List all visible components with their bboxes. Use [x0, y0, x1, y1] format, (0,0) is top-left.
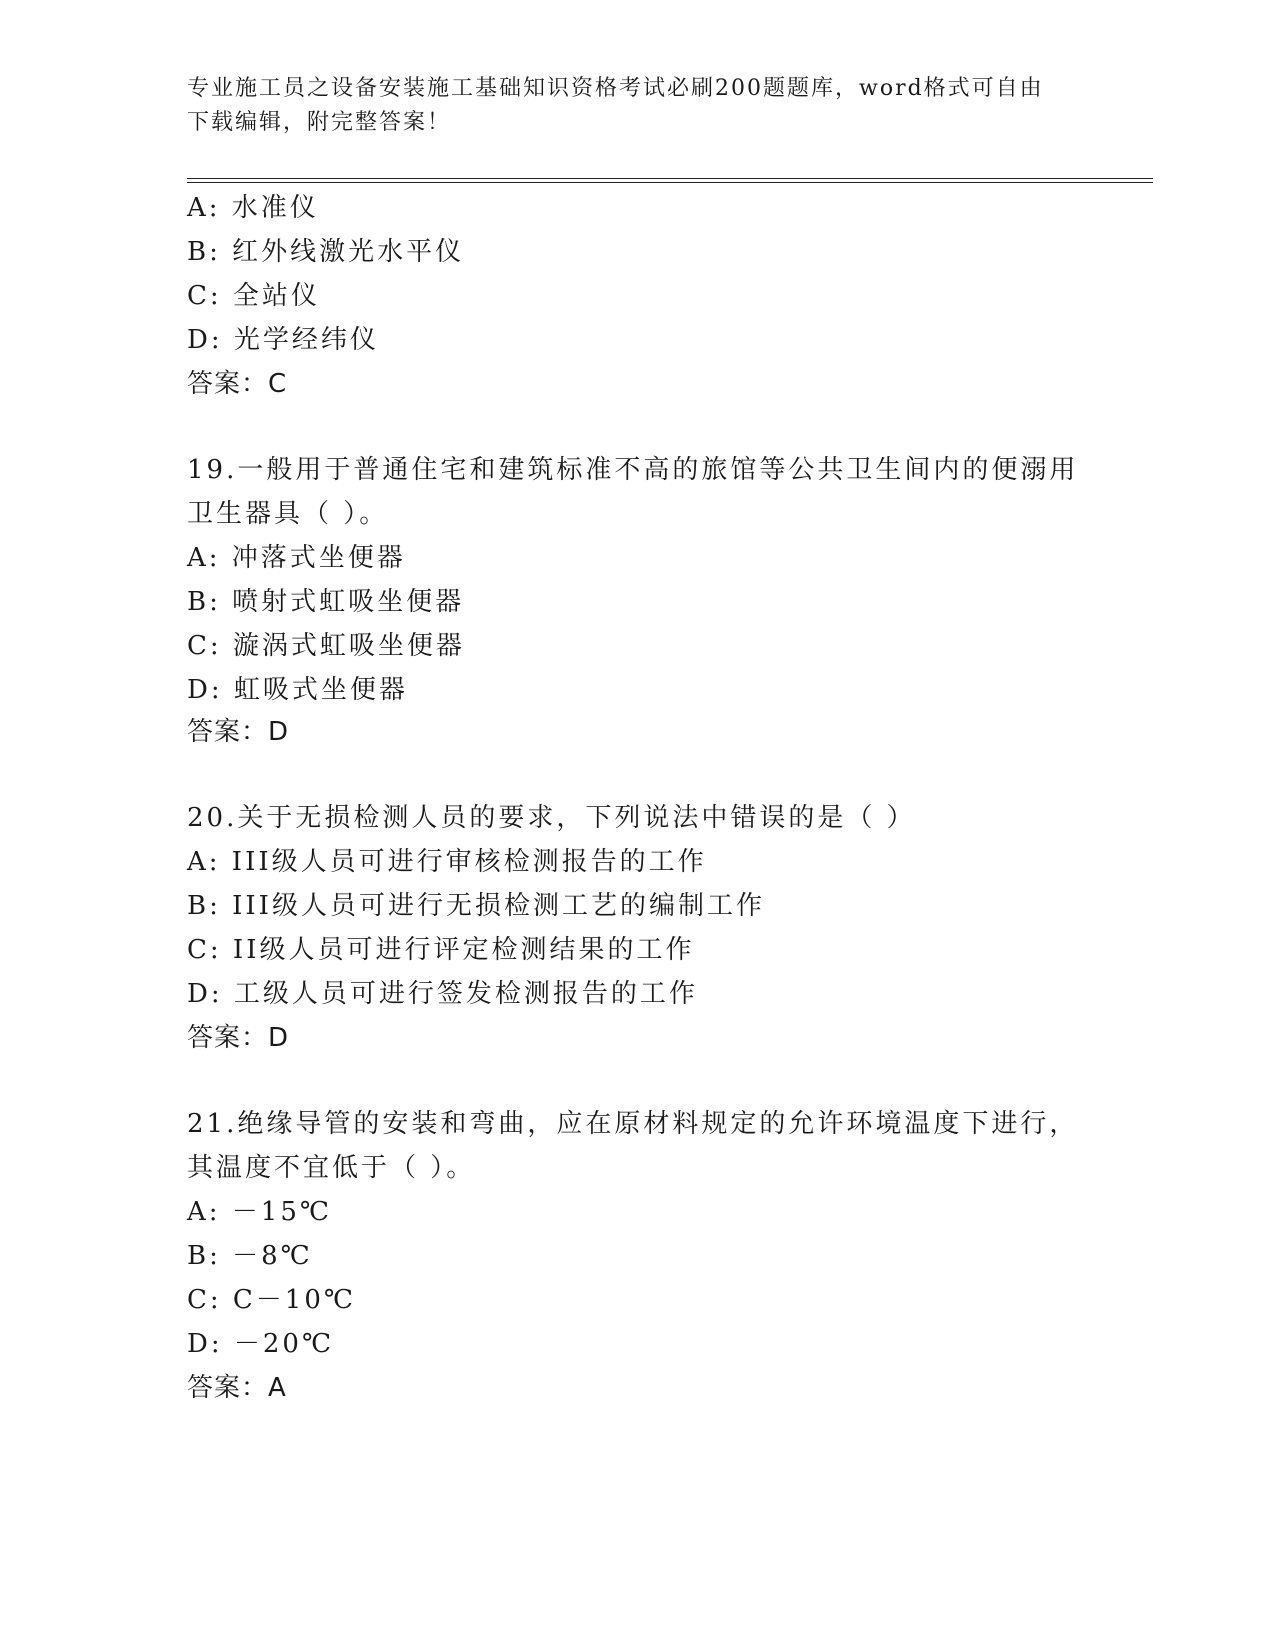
q18-option-a: A: 水准仪	[187, 193, 319, 223]
q21-option-b: B: －8℃	[187, 1241, 313, 1271]
q20-option-b: B: III级人员可进行无损检测工艺的编制工作	[187, 891, 765, 921]
q18-option-b: B: 红外线激光水平仪	[187, 237, 465, 267]
q18-option-d: D: 光学经纬仪	[187, 325, 379, 355]
q20-option-a: A: III级人员可进行审核检测报告的工作	[187, 847, 707, 877]
q21-option-a: A: －15℃	[187, 1197, 332, 1227]
q19-option-d: D: 虹吸式坐便器	[187, 675, 408, 705]
header-line-2: 下载编辑，附完整答案！	[187, 110, 452, 135]
q19-answer: 答案：D	[187, 717, 290, 747]
q21-stem-line-2: 其温度不宜低于（ ）。	[187, 1153, 476, 1183]
q21-stem-line-1: 21.绝缘导管的安装和弯曲，应在原材料规定的允许环境温度下进行，	[187, 1109, 1079, 1139]
q21-option-c: C: C－10℃	[187, 1285, 356, 1315]
q19-option-a: A: 冲落式坐便器	[187, 543, 406, 573]
q19-option-b: B: 喷射式虹吸坐便器	[187, 587, 465, 617]
q18-answer: 答案：C	[187, 369, 288, 399]
q19-stem-line-1: 19.一般用于普通住宅和建筑标准不高的旅馆等公共卫生间内的便溺用	[187, 455, 1079, 485]
q19-option-c: C: 漩涡式虹吸坐便器	[187, 631, 465, 661]
q21-option-d: D: －20℃	[187, 1329, 335, 1359]
q20-option-c: C: II级人员可进行评定检测结果的工作	[187, 935, 695, 965]
header-line-1: 专业施工员之设备安装施工基础知识资格考试必刷200题题库，word格式可自由	[187, 76, 1044, 101]
q19-stem-line-2: 卫生器具（ ）。	[187, 499, 389, 529]
q20-option-d: D: 工级人员可进行签发检测报告的工作	[187, 979, 698, 1009]
document-header	[187, 72, 1067, 140]
q18-option-c: C: 全站仪	[187, 281, 320, 311]
header-divider	[187, 178, 1153, 183]
q21-answer: 答案：A	[187, 1373, 287, 1403]
q20-answer: 答案：D	[187, 1023, 290, 1053]
q20-stem-line-1: 20.关于无损检测人员的要求，下列说法中错误的是（ ）	[187, 803, 916, 833]
